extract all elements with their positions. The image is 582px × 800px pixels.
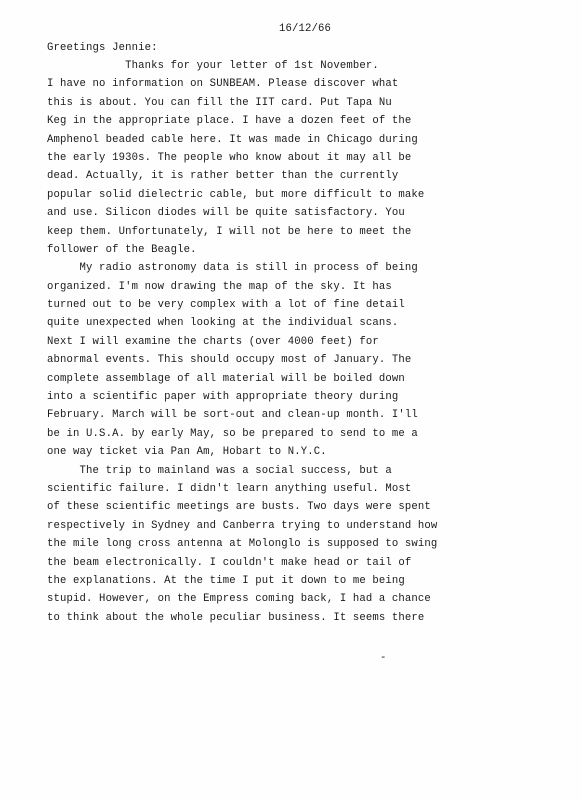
letter-line: Keg in the appropriate place. I have a dozen feet of the: [47, 115, 412, 128]
letter-line: the explanations. At the time I put it down to me being: [47, 574, 405, 587]
letter-body: [47, 57, 567, 627]
letter-line: follower of the Beagle.: [47, 243, 197, 256]
letter-greeting: Greetings Jennie:: [47, 42, 158, 54]
letter-line: keep them. Unfortunately, I will not be here to meet the: [47, 225, 412, 238]
letter-line: popular solid dielectric cable, but more difficult to make: [47, 188, 425, 201]
letter-line: respectively in Sydney and Canberra trying to understand how: [47, 519, 438, 532]
letter-line: to think about the whole peculiar business. It seems there: [47, 611, 425, 624]
letter-line: complete assemblage of all material will be boiled down: [47, 372, 405, 385]
letter-line: My radio astronomy data is still in process of being: [47, 262, 418, 275]
letter-date: 16/12/66: [279, 23, 332, 35]
letter-line: organized. I'm now drawing the map of the sky. It has: [47, 280, 392, 293]
letter-line: turned out to be very complex with a lot of fine detail: [47, 299, 405, 312]
letter-line: the beam electronically. I couldn't make head or tail of: [47, 556, 412, 569]
letter-line: Thanks for your letter of 1st November.: [47, 60, 379, 72]
letter-line: scientific failure. I didn't learn anything useful. Most: [47, 482, 412, 495]
letter-line: the early 1930s. The people who know about it may all be: [47, 151, 412, 164]
letter-line: dead. Actually, it is rather better than the currently: [47, 170, 399, 183]
letter-line: I have no information on SUNBEAM. Please discover what: [47, 78, 399, 91]
letter-line: The trip to mainland was a social success, but a: [47, 464, 392, 477]
letter-line: the mile long cross antenna at Molonglo is supposed to swing: [47, 538, 438, 551]
letter-line: stupid. However, on the Empress coming back, I had a chance: [47, 593, 431, 606]
letter-line: February. March will be sort-out and clean-up month. I'll: [47, 409, 418, 422]
letter-line: and use. Silicon diodes will be quite satisfactory. You: [47, 207, 405, 220]
letter-line: Amphenol beaded cable here. It was made in Chicago during: [47, 133, 418, 146]
letter-line: abnormal events. This should occupy most of January. The: [47, 354, 412, 367]
letter-line: into a scientific paper with appropriate theory during: [47, 391, 399, 404]
letter-line: of these scientific meetings are busts. Two days were spent: [47, 501, 431, 514]
footer-mark: -: [380, 652, 387, 664]
letter-line: this is about. You can fill the IIT card. Put Tapa Nu: [47, 96, 392, 109]
letter-line: Next I will examine the charts (over 4000 feet) for: [47, 335, 379, 348]
letter-line: one way ticket via Pan Am, Hobart to N.Y.C.: [47, 446, 327, 459]
letter-line: quite unexpected when looking at the individual scans.: [47, 317, 399, 330]
letter-line: be in U.S.A. by early May, so be prepared to send to me a: [47, 427, 418, 440]
